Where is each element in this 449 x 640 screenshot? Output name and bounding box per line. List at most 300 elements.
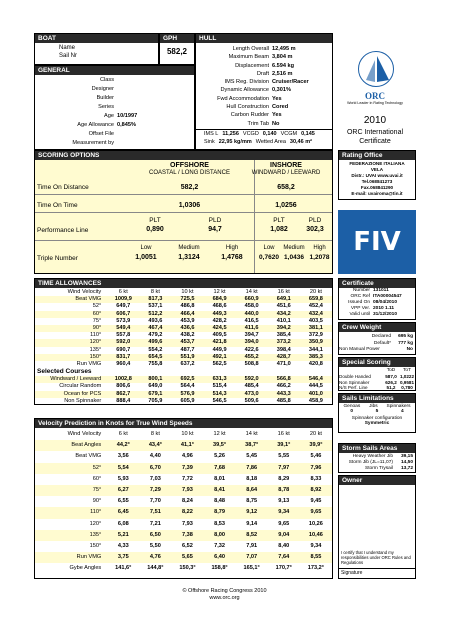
ta-cell: 449,9: [212, 346, 227, 353]
tot-offshore: 1,0306: [178, 202, 201, 209]
vp-cell: 144,8°: [147, 565, 164, 572]
orc-logo-icon: [358, 51, 394, 87]
hull-key: Displacement: [235, 62, 269, 69]
rating-office-line: VELA: [370, 167, 384, 172]
vp-row: [35, 552, 332, 563]
sc-cell: 546,4: [308, 376, 323, 382]
vp-cell: 7,72: [182, 475, 193, 482]
sail-label: Sail Nr: [59, 53, 78, 59]
vp-cell: 8,33: [310, 475, 322, 482]
general-row: [35, 121, 194, 130]
ta-cell: 467,4: [148, 325, 163, 332]
wetted-area-label: Wetted Area: [255, 139, 286, 145]
sc-cell: 649,0: [148, 383, 163, 390]
storm-key: Storm Trysail: [365, 466, 393, 471]
storm-key: Heavy Weather Jib: [352, 454, 393, 459]
pl-label: Performance Line: [37, 227, 89, 234]
ta-cell: 453,7: [180, 339, 195, 346]
vp-row-label: 90°: [92, 498, 102, 505]
sc-row: [35, 398, 332, 405]
orc-logo-area: [334, 33, 416, 150]
special-scoring-section: [338, 357, 416, 391]
plt-inshore: 1,082: [270, 226, 288, 233]
ta-cell: 453,9: [180, 317, 195, 324]
tod-inshore: 658,2: [277, 184, 295, 191]
ta-col-header: 10 kt: [181, 289, 194, 295]
sink-value: 22,95 kg/mm: [218, 139, 252, 145]
low-label: Low: [140, 245, 152, 251]
vp-cell: 170,7°: [275, 565, 292, 572]
tn-off-low: 1,0051: [135, 254, 157, 261]
ta-cell: 449,3: [212, 310, 227, 317]
vp-cell: 6,70: [149, 464, 161, 471]
vp-cell: 8,18: [246, 475, 258, 482]
pld-offshore: 94,7: [208, 226, 222, 233]
owner-certify: I certify that I understand my responsibilities under ORC Rules and Regulations: [341, 550, 411, 565]
ta-cell: 372,9: [308, 332, 323, 339]
vp-cell: 4,96: [182, 453, 193, 460]
hull-row: [196, 62, 332, 70]
ta-cell: 654,5: [148, 353, 163, 360]
vp-row-label: Beat Angles: [71, 442, 102, 449]
vp-cell: 8,75: [246, 498, 258, 505]
ta-cell: 649,1: [276, 296, 291, 303]
divider: [35, 212, 332, 213]
sc-row: [35, 376, 332, 383]
ta-cell: 755,8: [148, 361, 163, 368]
vp-cell: 10,26: [308, 520, 323, 527]
sc-cell: 605,9: [180, 397, 195, 404]
sc-row-label: Non Spinnaker: [64, 397, 102, 404]
vp-cell: 4,33: [117, 543, 129, 550]
certificate-key: VPP Ver.: [350, 306, 370, 311]
ta-row-label: 120°: [89, 339, 102, 346]
ta-cell: 466,4: [180, 310, 195, 317]
certificate-key: Issued On: [348, 300, 370, 305]
vp-cell: 9,13: [278, 498, 290, 505]
ta-cell: 512,2: [148, 310, 163, 317]
vp-cell: 8,79: [214, 509, 225, 516]
ta-row-label: 135°: [89, 346, 102, 353]
inshore-title: INSHORE: [270, 162, 302, 169]
sc-cell: 485,8: [276, 397, 291, 404]
vp-cell: 44,2°: [116, 442, 130, 449]
ta-col-header: 12 kt: [213, 289, 226, 295]
offshore-title: OFFSHORE: [170, 162, 209, 169]
general-value: [117, 85, 187, 94]
vp-cell: 8,64: [246, 487, 258, 494]
storm-rows: [339, 454, 415, 472]
vp-cell: 7,51: [149, 509, 161, 516]
owner-header: Owner: [339, 476, 415, 485]
hull-key: Maximum Beam: [228, 54, 269, 61]
tot-label: Time On Time: [37, 202, 78, 209]
vp-row: [35, 474, 332, 485]
hull-bottom: [196, 129, 332, 146]
sc-cell: 515,4: [212, 383, 227, 390]
vp-cell: 6,50: [149, 531, 161, 538]
divider: [35, 240, 332, 241]
sc-cell: 514,3: [212, 390, 227, 397]
default-label: Default*: [373, 340, 391, 346]
jibs-value: 5: [375, 409, 379, 414]
general-value: [117, 103, 187, 112]
ta-row-label: 60°: [92, 310, 102, 317]
special-key: Non Spinnaker: [339, 379, 370, 385]
cert-year: 2010: [363, 115, 387, 126]
hull-key: Length Overall: [232, 46, 269, 52]
ta-cell: 557,8: [116, 332, 131, 339]
vp-row-label: 75°: [92, 487, 102, 494]
ta-cell: 394,0: [244, 339, 259, 346]
special-header: Special Scoring: [339, 358, 415, 367]
vp-col-header: 10 kt: [181, 431, 194, 437]
ta-cell: 409,5: [212, 332, 227, 339]
ta-row-label: 52°: [92, 303, 102, 310]
hull-rows: [196, 45, 332, 128]
scoring-section: [34, 150, 333, 274]
ta-row: [35, 354, 332, 361]
vp-cell: 5,46: [310, 453, 322, 460]
hull-value: Cored: [272, 104, 289, 111]
vp-cell: 150,3°: [179, 565, 196, 572]
gph-value: 582,2: [166, 47, 188, 56]
special-row: [339, 385, 415, 391]
vp-cell: 8,55: [310, 554, 322, 561]
vp-row-label: 110°: [90, 509, 102, 516]
hull-row: [196, 111, 332, 119]
vp-cell: 9,04: [278, 531, 290, 538]
hull-value: Yes: [272, 112, 282, 119]
ta-col-header: 6 kt: [118, 289, 128, 295]
hull-section: [195, 33, 333, 150]
certificate-key: Valid until: [349, 312, 370, 317]
sc-cell: 443,3: [276, 390, 291, 397]
ta-cell: 438,2: [180, 332, 195, 339]
ta-cell: 1009,9: [114, 296, 132, 303]
special-tod-value: 51,2: [386, 385, 396, 391]
ta-row: [35, 339, 332, 346]
vp-row-label: Gybe Angles: [69, 565, 102, 572]
special-tot-value: 1,0222: [399, 374, 415, 379]
sc-cell: 888,4: [116, 397, 131, 404]
vp-header-row: [35, 429, 332, 440]
ta-cell: 486,8: [180, 303, 195, 310]
plt-off-label: PLT: [149, 217, 161, 224]
ta-cell: 411,6: [244, 325, 259, 332]
vp-cell: 8,92: [310, 487, 322, 494]
time-allowances-header: TIME ALLOWANCES: [35, 279, 332, 288]
config-value: Symmetric: [364, 421, 390, 426]
gph-section: [159, 33, 195, 65]
wetted-area-value: 30,46 m²: [289, 139, 312, 145]
sc-row-label: Windward / Leeward: [50, 376, 102, 382]
hull-row: [196, 103, 332, 111]
signature-label: Signature: [341, 570, 363, 576]
sc-cell: 679,1: [148, 390, 163, 397]
vp-cell: 7,91: [246, 543, 258, 550]
vp-row-label: Beat VMG: [75, 453, 102, 460]
medium-label-in: Medium: [283, 245, 305, 251]
ta-row: [35, 296, 332, 303]
offshore-subtitle: COASTAL / LONG DISTANCE: [149, 170, 230, 176]
hull-value: 12,495 m: [272, 46, 296, 52]
general-row: [35, 76, 194, 85]
general-key: Builder: [96, 95, 114, 101]
vp-cell: 7,70: [149, 498, 161, 505]
spin-value: 4: [400, 409, 404, 414]
certificate-row: [339, 312, 415, 318]
sc-cell: 473,0: [244, 390, 259, 397]
hull-key: IMS Reg. Division: [224, 79, 269, 86]
general-value: [117, 76, 187, 85]
vp-cell: 9,34: [278, 509, 290, 516]
general-row: [35, 112, 194, 121]
vp-cell: 7,97: [278, 464, 290, 471]
vp-cell: 7,86: [246, 464, 258, 471]
certificate-key: ORC Ref: [350, 294, 370, 299]
vcgd-label: VCGD: [242, 131, 259, 137]
vp-row: [35, 451, 332, 462]
ta-col-header: Wind Velocity: [67, 289, 102, 295]
tod-offshore: 582,2: [180, 184, 199, 191]
ta-cell: 410,1: [276, 317, 291, 324]
ta-cell: 373,2: [276, 339, 291, 346]
sc-row: [35, 383, 332, 390]
general-section: [34, 65, 195, 150]
storm-section: [338, 443, 416, 473]
hull-value: Cruiser/Racer: [272, 79, 309, 86]
certificate-value: ITA00004547: [373, 294, 402, 299]
general-header: GENERAL: [35, 66, 194, 75]
sc-cell: 546,5: [212, 397, 227, 404]
time-allowances-table: [35, 289, 332, 368]
ta-row-label: 90°: [92, 325, 102, 332]
tn-off-medium: 1,3124: [178, 254, 200, 261]
vp-cell: 6,52: [182, 543, 193, 550]
certificate-value: 2010 1.11: [373, 306, 395, 311]
hull-header: HULL: [196, 34, 332, 43]
hull-value: 0,301%: [272, 87, 291, 94]
hull-row: [196, 120, 332, 128]
vp-col-header: 12 kt: [213, 431, 226, 437]
selected-courses-header: Selected Courses: [37, 368, 92, 375]
ta-cell: 649,7: [116, 303, 131, 310]
ta-cell: 492,1: [212, 353, 227, 360]
ta-cell: 458,0: [244, 303, 259, 310]
ta-cell: 452,4: [308, 303, 323, 310]
vp-cell: 7,96: [310, 464, 322, 471]
special-cols: [339, 368, 415, 373]
vp-cell: 43,4°: [148, 442, 162, 449]
hull-key: Carbon Rudder: [230, 112, 269, 119]
ta-row-label: 110°: [90, 332, 102, 339]
ta-row-label: Run VMG: [76, 361, 102, 368]
rating-office-lines: [339, 161, 415, 197]
ta-cell: 684,9: [212, 296, 227, 303]
ta-cell: 817,3: [148, 296, 163, 303]
velocity-section: [34, 418, 333, 579]
ta-col-header: 16 kt: [277, 289, 290, 295]
ta-cell: 422,6: [244, 346, 259, 353]
ta-cell: 660,9: [244, 296, 259, 303]
sc-row-label: Circular Random: [59, 383, 102, 390]
vp-cell: 41,1°: [180, 442, 195, 449]
certificate-header: Certificate: [339, 279, 415, 288]
vp-cell: 141,6°: [115, 565, 132, 572]
sc-cell: 485,4: [244, 383, 259, 390]
vp-row: [35, 530, 332, 541]
vp-cell: 6,27: [117, 487, 129, 494]
sc-cell: 592,0: [244, 376, 259, 382]
vp-cell: 3,56: [117, 453, 129, 460]
storm-value: 14,50: [400, 460, 413, 465]
ta-row-label: Beat VMG: [75, 296, 102, 303]
vp-cell: 39,1°: [277, 442, 291, 449]
footer-url: www.orc.org: [209, 595, 240, 601]
orc-tagline: World Leader in Rating Technology: [347, 101, 403, 105]
rating-office-line: FEDERAZIONE ITALIANA: [349, 161, 405, 166]
gph-header: GPH: [160, 34, 194, 43]
sails-header: Sails Limitations: [339, 394, 415, 403]
vp-cell: 5,26: [214, 453, 225, 460]
general-row: [35, 139, 194, 148]
vp-cell: 38,7°: [245, 442, 259, 449]
ta-cell: 381,1: [308, 325, 323, 332]
vcgm-value: 0,145: [301, 131, 315, 137]
vp-cell: 7,39: [182, 464, 193, 471]
triple-label: Triple Number: [37, 255, 78, 262]
ta-cell: 440,0: [244, 310, 259, 317]
vp-cell: 8,22: [182, 509, 193, 516]
ta-cell: 416,5: [244, 317, 259, 324]
rating-office-header: Rating Office: [339, 151, 415, 160]
ta-cell: 479,2: [148, 332, 163, 339]
ta-cell: 725,5: [180, 296, 195, 303]
general-key: Age Allowance: [77, 122, 114, 128]
ta-cell: 344,1: [308, 346, 323, 353]
sails-rows: [339, 404, 415, 426]
general-value: [117, 139, 187, 148]
vp-cell: 6,08: [117, 520, 129, 527]
default-value: 777 kg: [398, 340, 413, 346]
ta-col-header: 20 kt: [309, 289, 322, 295]
certificate-value: 08/04/2010: [373, 300, 398, 305]
vp-cell: 9,45: [310, 498, 322, 505]
tot-inshore: 1,0256: [275, 202, 297, 209]
storm-value: 13,72: [400, 466, 413, 471]
vp-cell: 39,5°: [213, 442, 227, 449]
vp-cell: 8,00: [214, 531, 225, 538]
ta-cell: 960,4: [116, 361, 131, 368]
vp-cell: 173,2°: [307, 565, 325, 572]
ta-cell: 350,9: [308, 339, 323, 346]
hull-key: Draft: [256, 70, 269, 77]
ta-cell: 637,2: [180, 361, 195, 368]
ta-header-row: [35, 289, 332, 296]
genoas-value: 0: [350, 409, 353, 414]
ta-cell: 659,8: [308, 296, 323, 303]
crew-rows: [339, 334, 415, 354]
inshore-subtitle: WINDWARD / LEEWARD: [251, 170, 321, 176]
rating-office-line: Distr.: UVAI www.uvai.it: [351, 173, 403, 178]
vp-cell: 8,53: [214, 520, 225, 527]
boat-header: BOAT: [35, 34, 158, 43]
hull-row: [196, 53, 332, 61]
ta-cell: 451,6: [276, 303, 291, 310]
scoring-header: SCORING OPTIONS: [35, 151, 332, 160]
config-label: Spinnaker configuration: [351, 416, 403, 421]
vp-cell: 7,03: [149, 475, 161, 482]
sc-cell: 509,6: [244, 397, 259, 404]
ta-row: [35, 347, 332, 354]
vp-cell: 8,78: [278, 487, 290, 494]
rating-office-line: Tel.068841273: [361, 179, 393, 184]
vp-cell: 9,12: [246, 509, 258, 516]
declared-value: 695 kg: [398, 334, 413, 339]
ta-cell: 690,7: [116, 346, 131, 353]
ta-cell: 549,4: [116, 325, 131, 332]
ta-col-header: 14 kt: [245, 289, 258, 295]
ta-cell: 432,4: [308, 310, 323, 317]
plt-offshore: 0,890: [146, 226, 164, 233]
hull-row: [196, 45, 332, 53]
sc-cell: 466,2: [276, 383, 291, 390]
special-rows: [339, 374, 415, 391]
vp-row: [35, 541, 332, 552]
ta-row-label: 75°: [92, 317, 102, 324]
vp-cell: 5,55: [278, 453, 290, 460]
vp-row-label: 135°: [89, 531, 102, 538]
vp-col-header: Wind Velocity: [67, 431, 102, 437]
hull-row: [196, 78, 332, 86]
selected-courses-table: [35, 376, 332, 405]
vp-row: [35, 563, 332, 574]
special-tod: ToD: [386, 368, 396, 373]
ims-l-value: 11,256: [222, 131, 239, 137]
tod-label: Time On Distance: [37, 184, 89, 191]
ta-cell: 592,0: [116, 339, 131, 346]
vp-row-label: 150°: [89, 543, 102, 550]
tn-in-medium: 1,0436: [284, 254, 304, 261]
general-row: [35, 130, 194, 139]
storm-row: [339, 466, 415, 472]
vcgm-label: VCGM: [280, 131, 298, 137]
vp-cell: 4,40: [149, 453, 161, 460]
sc-cell: 800,1: [148, 376, 163, 382]
jibs-label: Jibs: [369, 404, 378, 409]
ta-row: [35, 332, 332, 339]
hull-key: Trim Tab: [247, 120, 269, 127]
vp-cell: 8,52: [246, 531, 258, 538]
vp-cell: 5,65: [182, 554, 193, 561]
general-row: [35, 85, 194, 94]
pld-inshore: 302,3: [306, 226, 324, 233]
ta-cell: 537,1: [148, 303, 163, 310]
nonmanual-value: No: [406, 347, 413, 352]
vp-cell: 6,40: [214, 554, 225, 561]
vp-cell: 9,34: [310, 543, 322, 550]
ta-cell: 471,0: [276, 361, 291, 368]
special-tot: ToT: [403, 368, 411, 373]
pld-in-label: PLD: [308, 217, 322, 224]
vp-col-header: 20 kt: [309, 431, 322, 437]
vp-cell: 8,01: [214, 475, 225, 482]
vp-cell: 6,55: [117, 498, 129, 505]
ta-cell: 508,8: [244, 361, 259, 368]
vp-cell: 158,8°: [211, 565, 228, 572]
vp-row: [35, 485, 332, 496]
